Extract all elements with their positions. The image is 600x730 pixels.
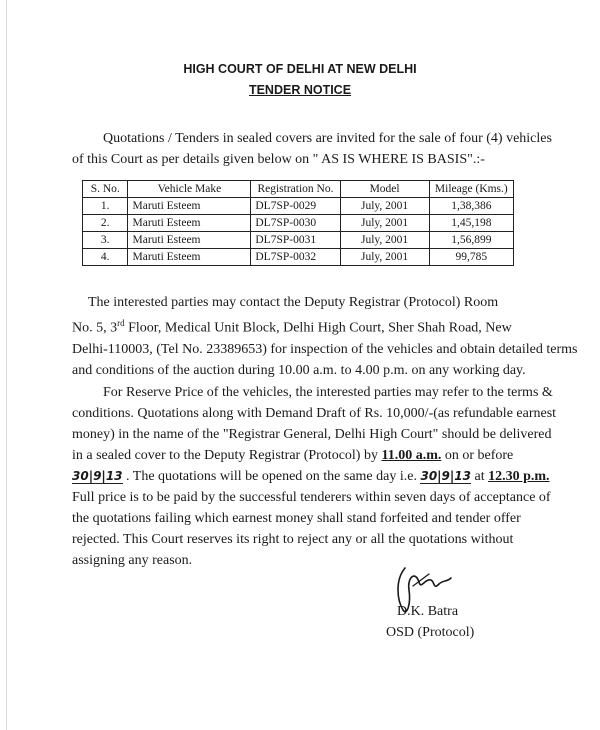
contact-line-4: and conditions of the auction during 10.00 a.m. to 4.00 p.m. on any working day.: [72, 362, 526, 378]
cell-registration: DL7SP-0031: [251, 232, 340, 249]
contact-line-3: Delhi-110003, (Tel No. 23389653) for inspection of the vehicles and obtain detailed terms: [72, 341, 578, 357]
cell-make: Maruti Esteem: [128, 249, 251, 266]
table-header-row: [83, 181, 514, 198]
cell-sno: 4.: [83, 249, 128, 266]
header-model: Model: [340, 181, 429, 198]
cell-model: July, 2001: [340, 215, 429, 232]
terms-line-5: [72, 466, 550, 487]
cell-sno: 1.: [83, 198, 128, 215]
header-mileage: Mileage (Kms.): [429, 181, 513, 198]
signatory-name: D.K. Batra: [397, 604, 459, 619]
terms-line-5-mid: . The quotations will be opened on the same day i.e.: [122, 469, 421, 484]
contact-line-2-start: No. 5, 3: [72, 320, 118, 336]
terms-line-9: assigning any reason.: [72, 553, 193, 568]
cell-mileage: 99,785: [429, 249, 513, 266]
cell-model: July, 2001: [340, 232, 429, 249]
contact-ordinal-sup: rd: [117, 318, 125, 328]
page-edge-line: [6, 0, 7, 730]
cell-model: July, 2001: [340, 249, 429, 266]
signatory-title: OSD (Protocol): [386, 625, 475, 640]
cell-mileage: 1,56,899: [429, 232, 513, 249]
header-registration: Registration No.: [251, 181, 340, 198]
delivery-time: 11.00 a.m.: [381, 448, 442, 463]
terms-line-8: rejected. This Court reserves its right to reject any or all the quotations without: [72, 532, 514, 547]
terms-line-5-at: at: [470, 469, 489, 484]
terms-line-6: Full price is to be paid by the successful tenderers within seven days of acceptance of: [72, 490, 551, 505]
notice-title: TENDER NOTICE: [248, 83, 352, 97]
terms-line-4-start: in a sealed cover to the Deputy Registrar (Protocol) by: [72, 448, 382, 463]
intro-line-1: Quotations / Tenders in sealed covers are invited for the sale of four (4) vehicles: [103, 131, 552, 146]
contact-line-2: [72, 313, 528, 339]
table-row: [83, 198, 514, 215]
opening-time: 12.30 p.m.: [488, 469, 550, 484]
intro-paragraph: [72, 128, 552, 170]
terms-line-2: conditions. Quotations along with Demand Draft of Rs. 10,000/-(as refundable earnest: [72, 406, 557, 421]
cell-model: July, 2001: [340, 198, 429, 215]
cell-sno: 2.: [83, 215, 128, 232]
handwritten-deadline-date: 30|9|13: [72, 469, 123, 483]
intro-line-2: of this Court as per details given below on " AS IS WHERE IS BASIS".:-: [72, 152, 485, 167]
terms-line-4: [72, 445, 528, 466]
contact-paragraph: [72, 292, 578, 381]
contact-line-2-end: Floor, Medical Unit Block, Delhi High Court, Sher Shah Road, New: [124, 320, 512, 336]
cell-make: Maruti Esteem: [128, 198, 251, 215]
cell-make: Maruti Esteem: [128, 215, 251, 232]
terms-line-4-end: on or before: [441, 448, 514, 463]
terms-line-7: the quotations failing which earnest money shall stand forfeited and tender offer: [72, 511, 521, 526]
cell-sno: 3.: [83, 232, 128, 249]
cell-make: Maruti Esteem: [128, 232, 251, 249]
court-heading: HIGH COURT OF DELHI AT NEW DELHI: [183, 62, 417, 76]
cell-registration: DL7SP-0029: [251, 198, 340, 215]
table-row: [83, 249, 514, 266]
vehicle-table: [82, 180, 514, 266]
terms-paragraph: [72, 382, 557, 571]
cell-registration: DL7SP-0030: [251, 215, 340, 232]
header-sno: S. No.: [83, 181, 128, 198]
terms-line-3: money) in the name of the "Registrar General, Delhi High Court" should be delivered: [72, 427, 552, 442]
header-make: Vehicle Make: [128, 181, 251, 198]
contact-line-1: The interested parties may contact the Deputy Registrar (Protocol) Room: [88, 295, 499, 310]
cell-mileage: 1,45,198: [429, 215, 513, 232]
table-row: [83, 215, 514, 232]
table-row: [83, 232, 514, 249]
handwritten-opening-date: 30|9|13: [420, 469, 471, 483]
cell-mileage: 1,38,386: [429, 198, 513, 215]
cell-registration: DL7SP-0032: [251, 249, 340, 266]
terms-line-1: For Reserve Price of the vehicles, the interested parties may refer to the terms &: [103, 385, 553, 400]
